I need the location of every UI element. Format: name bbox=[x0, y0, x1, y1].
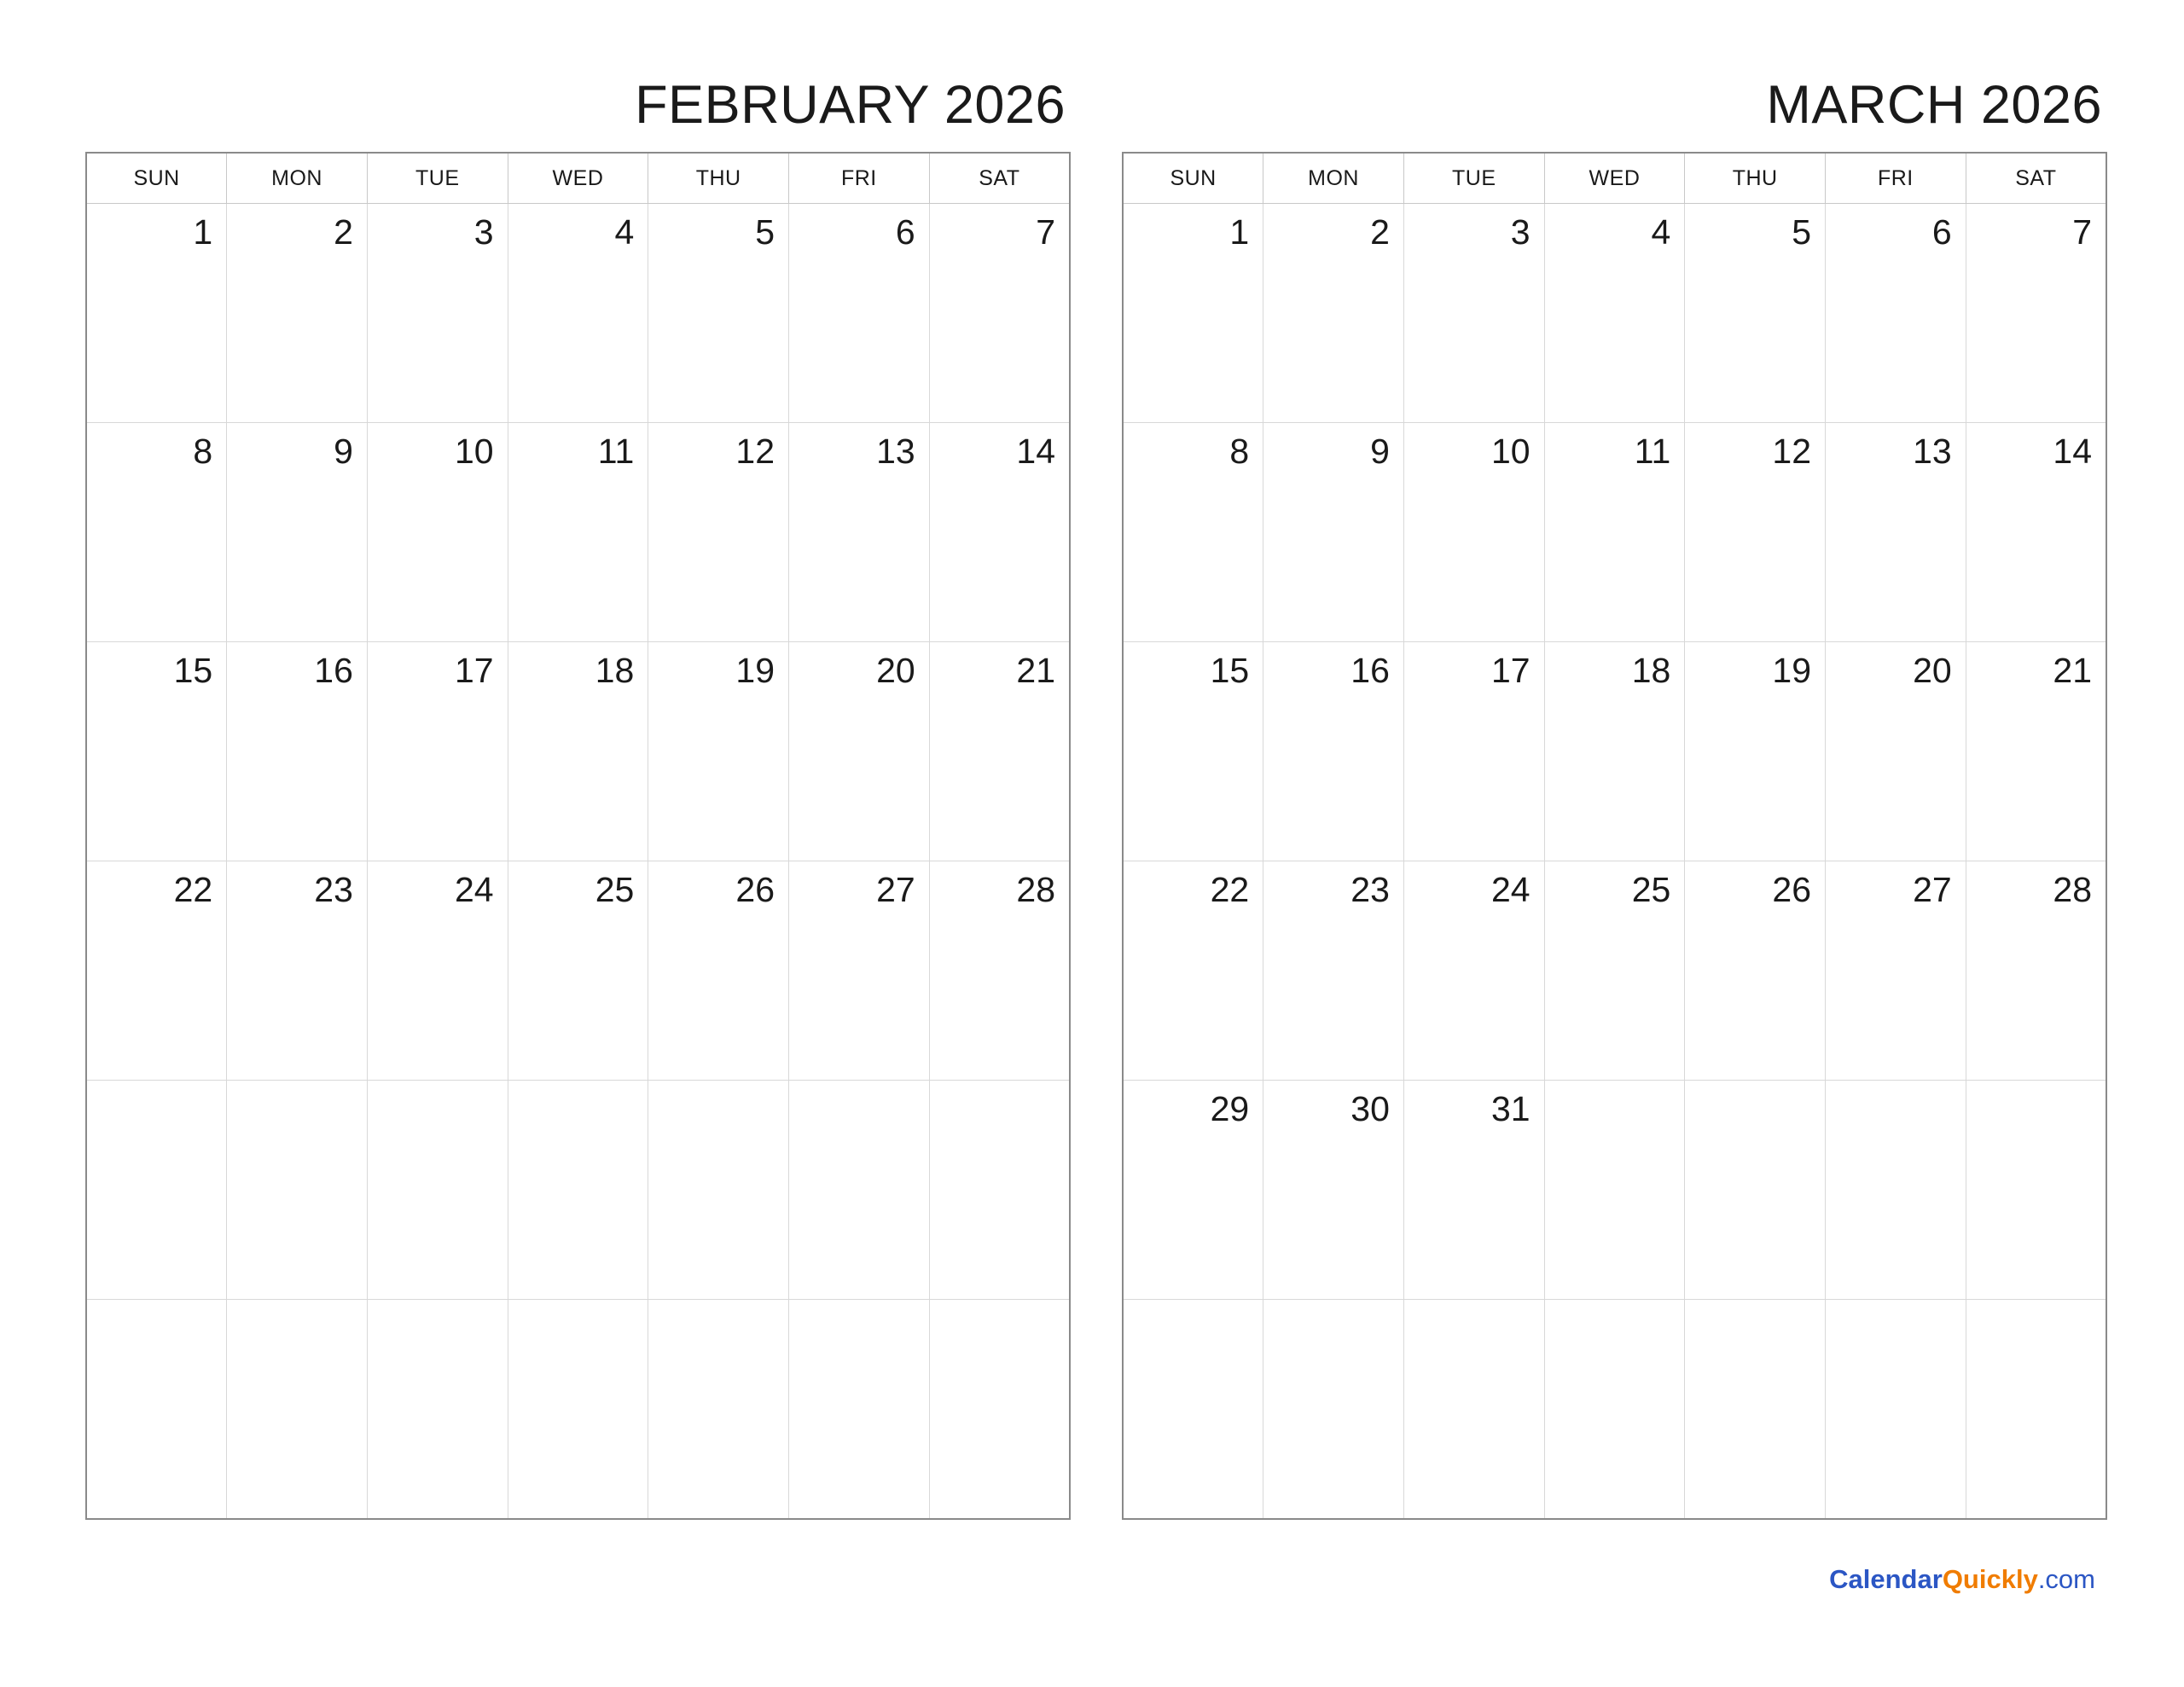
day-cell-empty bbox=[789, 1300, 930, 1520]
month-title-february: FEBRUARY 2026 bbox=[635, 75, 1066, 135]
day-cell-empty bbox=[929, 1300, 1070, 1520]
day-cell[interactable]: 10 bbox=[1403, 423, 1544, 642]
calendar-week-row bbox=[86, 642, 1070, 861]
weekday-header-sat: SAT bbox=[1966, 153, 2106, 204]
day-cell[interactable]: 24 bbox=[367, 861, 508, 1081]
weekday-header-mon: MON bbox=[1263, 153, 1404, 204]
day-cell[interactable]: 18 bbox=[1544, 642, 1685, 861]
day-cell[interactable]: 7 bbox=[1966, 204, 2106, 423]
day-cell[interactable]: 1 bbox=[1123, 204, 1263, 423]
weekday-header-mon: MON bbox=[227, 153, 368, 204]
day-cell[interactable]: 11 bbox=[1544, 423, 1685, 642]
brand-domain-text: .com bbox=[2037, 1564, 2095, 1594]
day-cell[interactable]: 23 bbox=[227, 861, 368, 1081]
weekday-header-fri: FRI bbox=[789, 153, 930, 204]
day-cell[interactable]: 4 bbox=[508, 204, 648, 423]
weekday-header-wed: WED bbox=[1544, 153, 1685, 204]
day-cell-empty bbox=[1966, 1081, 2106, 1300]
day-cell[interactable]: 23 bbox=[1263, 861, 1404, 1081]
day-cell-empty bbox=[1685, 1081, 1826, 1300]
day-cell[interactable]: 24 bbox=[1403, 861, 1544, 1081]
day-cell[interactable]: 30 bbox=[1263, 1081, 1404, 1300]
day-cell-empty bbox=[1966, 1300, 2106, 1520]
month-block-february bbox=[85, 77, 1071, 1520]
calendar-week-row bbox=[86, 861, 1070, 1081]
day-cell[interactable]: 5 bbox=[648, 204, 789, 423]
weekday-header-sat: SAT bbox=[929, 153, 1070, 204]
calendar-table-march bbox=[1122, 152, 2107, 1520]
site-branding[interactable] bbox=[1829, 1564, 2095, 1595]
day-cell-empty bbox=[1544, 1300, 1685, 1520]
weekday-header-tue: TUE bbox=[367, 153, 508, 204]
day-cell[interactable]: 28 bbox=[929, 861, 1070, 1081]
day-cell[interactable]: 22 bbox=[86, 861, 227, 1081]
day-cell[interactable]: 15 bbox=[86, 642, 227, 861]
day-cell[interactable]: 8 bbox=[86, 423, 227, 642]
day-cell[interactable]: 2 bbox=[1263, 204, 1404, 423]
day-cell[interactable]: 12 bbox=[648, 423, 789, 642]
weekday-header-sun: SUN bbox=[1123, 153, 1263, 204]
day-cell-empty bbox=[1123, 1300, 1263, 1520]
day-cell[interactable]: 27 bbox=[1826, 861, 1966, 1081]
day-cell[interactable]: 4 bbox=[1544, 204, 1685, 423]
calendar-week-row bbox=[86, 204, 1070, 423]
weekday-header-thu: THU bbox=[648, 153, 789, 204]
day-cell-empty bbox=[648, 1300, 789, 1520]
calendar-week-row bbox=[1123, 861, 2106, 1081]
calendar-week-row bbox=[1123, 642, 2106, 861]
day-cell-empty bbox=[1826, 1300, 1966, 1520]
day-cell[interactable]: 26 bbox=[648, 861, 789, 1081]
day-cell-empty bbox=[367, 1081, 508, 1300]
day-cell[interactable]: 8 bbox=[1123, 423, 1263, 642]
day-cell[interactable]: 13 bbox=[1826, 423, 1966, 642]
weekday-header-sun: SUN bbox=[86, 153, 227, 204]
day-cell[interactable]: 25 bbox=[1544, 861, 1685, 1081]
calendar-container bbox=[85, 77, 2107, 1520]
day-cell-empty bbox=[86, 1300, 227, 1520]
weekday-header-row bbox=[86, 153, 1070, 204]
day-cell[interactable]: 27 bbox=[789, 861, 930, 1081]
brand-quickly-text: Quickly bbox=[1942, 1564, 2038, 1594]
day-cell[interactable]: 12 bbox=[1685, 423, 1826, 642]
day-cell[interactable]: 5 bbox=[1685, 204, 1826, 423]
month-title-march: MARCH 2026 bbox=[1766, 75, 2102, 135]
day-cell-empty bbox=[508, 1300, 648, 1520]
day-cell[interactable]: 9 bbox=[227, 423, 368, 642]
day-cell[interactable]: 11 bbox=[508, 423, 648, 642]
calendar-week-row bbox=[1123, 1300, 2106, 1520]
day-cell-empty bbox=[227, 1081, 368, 1300]
day-cell[interactable]: 13 bbox=[789, 423, 930, 642]
day-cell[interactable]: 19 bbox=[1685, 642, 1826, 861]
day-cell[interactable]: 31 bbox=[1403, 1081, 1544, 1300]
day-cell[interactable]: 16 bbox=[1263, 642, 1404, 861]
day-cell-empty bbox=[1826, 1081, 1966, 1300]
day-cell-empty bbox=[227, 1300, 368, 1520]
day-cell[interactable]: 26 bbox=[1685, 861, 1826, 1081]
day-cell[interactable]: 20 bbox=[789, 642, 930, 861]
day-cell[interactable]: 21 bbox=[929, 642, 1070, 861]
day-cell[interactable]: 10 bbox=[367, 423, 508, 642]
day-cell[interactable]: 7 bbox=[929, 204, 1070, 423]
day-cell[interactable]: 6 bbox=[1826, 204, 1966, 423]
calendar-week-row bbox=[1123, 204, 2106, 423]
day-cell[interactable]: 25 bbox=[508, 861, 648, 1081]
weekday-header-tue: TUE bbox=[1403, 153, 1544, 204]
day-cell-empty bbox=[86, 1081, 227, 1300]
day-cell[interactable]: 6 bbox=[789, 204, 930, 423]
calendar-table-february bbox=[85, 152, 1071, 1520]
day-cell-empty bbox=[1263, 1300, 1404, 1520]
day-cell-empty bbox=[1403, 1300, 1544, 1520]
day-cell-empty bbox=[929, 1081, 1070, 1300]
day-cell[interactable]: 14 bbox=[1966, 423, 2106, 642]
day-cell[interactable]: 19 bbox=[648, 642, 789, 861]
day-cell-empty bbox=[508, 1081, 648, 1300]
weekday-header-fri: FRI bbox=[1826, 153, 1966, 204]
day-cell-empty bbox=[1685, 1300, 1826, 1520]
weekday-header-row bbox=[1123, 153, 2106, 204]
day-cell[interactable]: 28 bbox=[1966, 861, 2106, 1081]
day-cell-highlighted[interactable]: 16 bbox=[227, 642, 368, 861]
weekday-header-wed: WED bbox=[508, 153, 648, 204]
weekday-header-thu: THU bbox=[1685, 153, 1826, 204]
day-cell[interactable]: 21 bbox=[1966, 642, 2106, 861]
day-cell-empty bbox=[367, 1300, 508, 1520]
month-block-march bbox=[1122, 77, 2107, 1520]
day-cell[interactable]: 9 bbox=[1263, 423, 1404, 642]
day-cell[interactable]: 3 bbox=[367, 204, 508, 423]
day-cell[interactable]: 15 bbox=[1123, 642, 1263, 861]
day-cell[interactable]: 1 bbox=[86, 204, 227, 423]
brand-calendar-text: Calendar bbox=[1829, 1564, 1943, 1594]
day-cell[interactable]: 14 bbox=[929, 423, 1070, 642]
day-cell[interactable]: 17 bbox=[1403, 642, 1544, 861]
calendar-week-row bbox=[86, 1300, 1070, 1520]
day-cell[interactable]: 2 bbox=[227, 204, 368, 423]
day-cell[interactable]: 20 bbox=[1826, 642, 1966, 861]
day-cell[interactable]: 22 bbox=[1123, 861, 1263, 1081]
day-cell[interactable]: 18 bbox=[508, 642, 648, 861]
day-cell-empty bbox=[648, 1081, 789, 1300]
calendar-week-row bbox=[1123, 423, 2106, 642]
day-cell[interactable]: 3 bbox=[1403, 204, 1544, 423]
day-cell[interactable]: 29 bbox=[1123, 1081, 1263, 1300]
day-cell-empty bbox=[1544, 1081, 1685, 1300]
calendar-week-row bbox=[86, 423, 1070, 642]
day-cell-empty bbox=[789, 1081, 930, 1300]
calendar-week-row bbox=[1123, 1081, 2106, 1300]
calendar-week-row bbox=[86, 1081, 1070, 1300]
day-cell[interactable]: 17 bbox=[367, 642, 508, 861]
